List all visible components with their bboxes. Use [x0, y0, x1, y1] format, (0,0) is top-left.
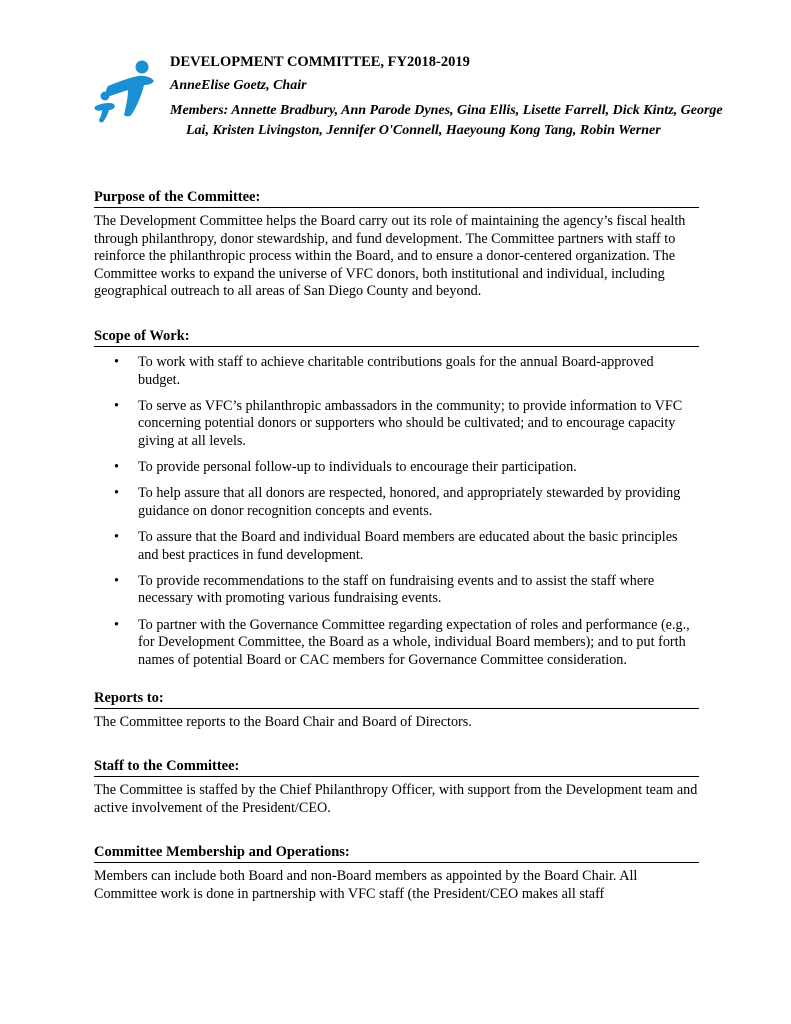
- scope-item: [94, 529, 699, 564]
- purpose-section: [94, 188, 699, 301]
- staff-section: [94, 757, 699, 817]
- membership-text: Members can include both Board and non-Board members as appointed by the Board Chair. All Committee work is done in partnership with VFC staff (the President/CEO makes all staff: [94, 868, 638, 902]
- reports-section: [94, 689, 699, 732]
- bullet-icon: •: [114, 459, 119, 476]
- scope-item: [94, 354, 699, 389]
- purpose-text: The Development Committee helps the Board carry out its role of maintaining the agency’s fiscal health through philanthropy, donor stewardship, and fund development. The Committee partners with staff to reinforce the philanthropic process within the Board, and to ensure a donor-centered organization. The Committee works to expand the universe of VFC donors, both institutional and individual, including geographical outreach to all areas of San Diego County and beyond.: [94, 213, 686, 300]
- document-body: [94, 188, 699, 903]
- reports-text: The Committee reports to the Board Chair and Board of Directors.: [94, 714, 472, 731]
- reports-heading: Reports to:: [94, 689, 699, 709]
- scope-list: [94, 354, 699, 669]
- bullet-icon: •: [114, 397, 119, 414]
- bullet-icon: •: [114, 529, 119, 546]
- scope-item-text: To serve as VFC’s philanthropic ambassadors in the community; to provide information to VFC concerning potential donors or supporters who should be cultivated; and to encourage capacity giving at all levels.: [138, 397, 683, 449]
- committee-chair: AnneElise Goetz, Chair: [170, 78, 307, 93]
- scope-item-text: To provide personal follow-up to individuals to encourage their participation.: [138, 459, 577, 476]
- staff-text: The Committee is staffed by the Chief Philanthropy Officer, with support from the Development team and active involvement of the President/CEO.: [94, 782, 698, 816]
- scope-item-text: To assure that the Board and individual Board members are educated about the basic principles and best practices in fund development.: [138, 529, 678, 563]
- committee-title: DEVELOPMENT COMMITTEE, FY2018-2019: [170, 54, 470, 70]
- purpose-heading: Purpose of the Committee:: [94, 188, 699, 208]
- scope-section: [94, 327, 699, 669]
- committee-header: [170, 52, 730, 141]
- scope-item-text: To help assure that all donors are respected, honored, and appropriately stewarded by providing guidance on donor recognition concepts and events.: [138, 485, 681, 519]
- scope-item-text: To work with staff to achieve charitable contributions goals for the annual Board-approved budget.: [138, 353, 654, 388]
- bullet-icon: •: [114, 616, 119, 633]
- scope-item-text: To partner with the Governance Committee regarding expectation of roles and performance (e.g., for Development Committee, the Board as a whole, individual Board members); and to put forth names of potential Board or CAC members for Governance Committee consideration.: [138, 616, 690, 668]
- committee-members: Members: Annette Bradbury, Ann Parode Dynes, Gina Ellis, Lisette Farrell, Dick Kintz, George Lai, Kristen Livingston, Jennifer O'Connell, Haeyoung Kong Tang, Robin Werner: [170, 103, 723, 138]
- membership-heading: Committee Membership and Operations:: [94, 843, 699, 863]
- scope-item: [94, 398, 699, 451]
- bullet-icon: •: [114, 485, 119, 502]
- bullet-icon: •: [114, 572, 119, 589]
- scope-heading: Scope of Work:: [94, 327, 699, 347]
- scope-item-text: To provide recommendations to the staff on fundraising events and to assist the staff where necessary with promoting various fundraising events.: [138, 572, 655, 607]
- scope-item: [94, 617, 699, 670]
- membership-section: [94, 843, 699, 903]
- scope-item: [94, 485, 699, 520]
- scope-item: [94, 573, 699, 608]
- scope-item: [94, 459, 699, 477]
- bullet-icon: •: [114, 353, 119, 370]
- staff-heading: Staff to the Committee:: [94, 757, 699, 777]
- people-logo-icon: [94, 60, 160, 124]
